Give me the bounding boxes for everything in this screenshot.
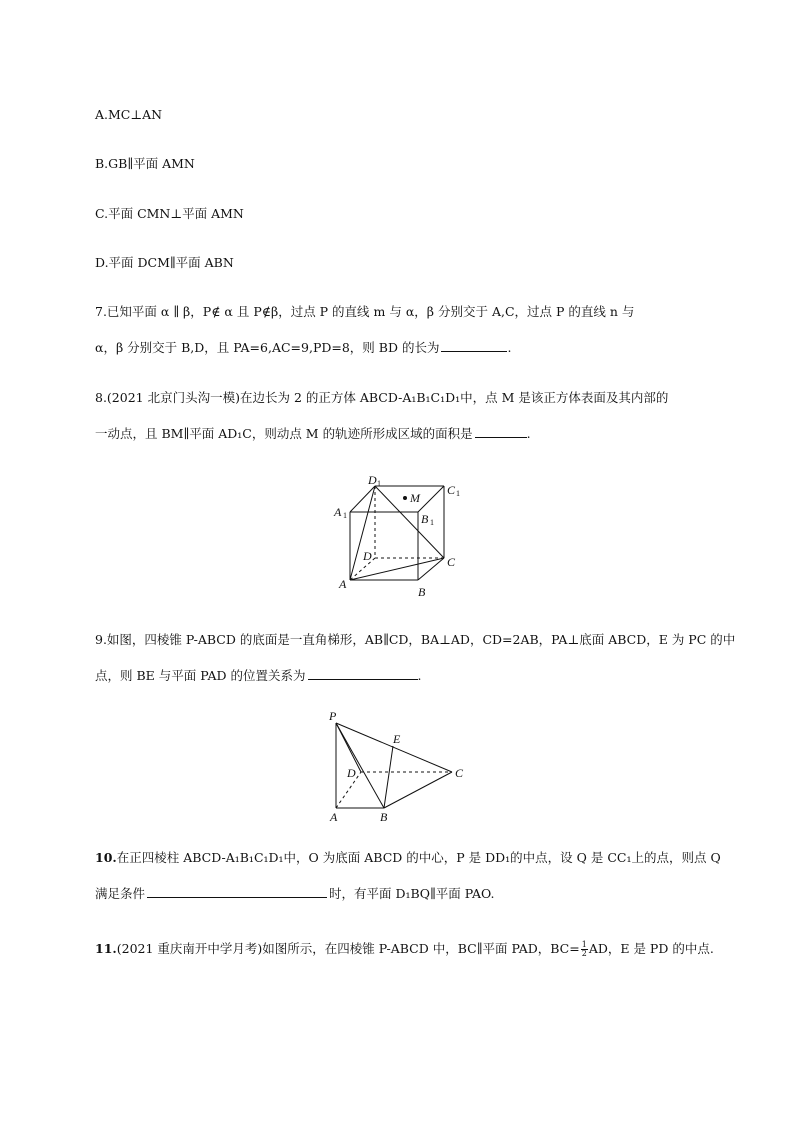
question-11-number: 11. — [95, 941, 117, 956]
question-7-end: . — [507, 340, 512, 355]
answer-blank-9[interactable] — [308, 667, 418, 680]
label-d: D — [363, 549, 372, 563]
question-11-post: AD，E 是 PD 的中点. — [588, 941, 714, 956]
question-9-line-2 — [95, 667, 422, 685]
option-c: C.平面 CMN⊥平面 AMN — [95, 206, 244, 221]
svg-text:1: 1 — [456, 489, 460, 498]
label-c: C — [447, 555, 456, 569]
question-10-line-1 — [95, 849, 721, 867]
label-b: B — [418, 585, 426, 599]
label-d1: D — [368, 473, 377, 487]
question-9-line-1: 9.如图，四棱锥 P-ABCD 的底面是一直角梯形，AB∥CD，BA⊥AD，CD=2AB，PA⊥底面 ABCD，E 为 PC 的中 — [95, 632, 736, 647]
question-10-line-2 — [95, 885, 494, 903]
question-8-line-2 — [95, 425, 531, 443]
label-d: D — [347, 766, 356, 780]
question-7-text: α，β 分别交于 B,D，且 PA=6,AC=9,PD=8，则 BD 的长为 — [95, 340, 440, 355]
question-9-text: 点，则 BE 与平面 PAD 的位置关系为 — [95, 668, 306, 683]
question-10-suffix: 时，有平面 D₁BQ∥平面 PAO. — [329, 886, 495, 901]
pyramid-figure — [326, 706, 471, 826]
label-c: C — [455, 766, 464, 780]
label-c1: C — [447, 483, 456, 497]
label-b: B — [380, 810, 388, 824]
question-7-line-2 — [95, 339, 511, 357]
label-a: A — [330, 810, 338, 824]
svg-text:1: 1 — [430, 518, 434, 527]
question-7-line-1: 7.已知平面 α ∥ β，P∉ α 且 P∉β，过点 P 的直线 m 与 α，β 分别交于 A,C，过点 P 的直线 n 与 — [95, 304, 635, 319]
label-a: A — [339, 577, 347, 591]
question-10-prefix: 满足条件 — [95, 886, 146, 901]
fraction-one-half: $\frac{1}{2}$ — [581, 940, 587, 958]
cube-figure — [330, 470, 475, 600]
option-b: B.GB∥平面 AMN — [95, 156, 195, 171]
answer-blank-10[interactable] — [147, 885, 327, 898]
svg-text:1: 1 — [343, 511, 347, 520]
svg-text:1: 1 — [377, 479, 381, 488]
question-8-text: 一动点，且 BM∥平面 AD₁C，则动点 M 的轨迹所形成区域的面积是 — [95, 426, 473, 441]
label-b1: B — [421, 512, 429, 526]
question-8-end: . — [526, 426, 531, 441]
option-d: D.平面 DCM∥平面 ABN — [95, 255, 234, 270]
label-a1: A — [334, 505, 342, 519]
option-a: A.MC⊥AN — [95, 107, 163, 122]
question-10-text: 在正四棱柱 ABCD-A₁B₁C₁D₁中，O 为底面 ABCD 的中心，P 是 DD₁的中点，设 Q 是 CC₁上的点，则点 Q — [116, 850, 721, 865]
answer-blank-7[interactable] — [441, 339, 507, 352]
answer-blank-8[interactable] — [475, 425, 527, 438]
question-11-pre: (2021 重庆南开中学月考)如图所示，在四棱锥 P-ABCD 中，BC∥平面 PAD，BC= — [116, 941, 580, 956]
label-m: M — [410, 491, 420, 505]
label-e: E — [393, 732, 401, 746]
label-p: P — [329, 709, 337, 723]
question-10-number: 10. — [95, 850, 117, 865]
question-9-end: . — [417, 668, 422, 683]
question-11-line — [95, 940, 714, 958]
question-8-line-1: 8.(2021 北京门头沟一模)在边长为 2 的正方体 ABCD-A₁B₁C₁D₁中，点 M 是该正方体表面及其内部的 — [95, 390, 669, 405]
